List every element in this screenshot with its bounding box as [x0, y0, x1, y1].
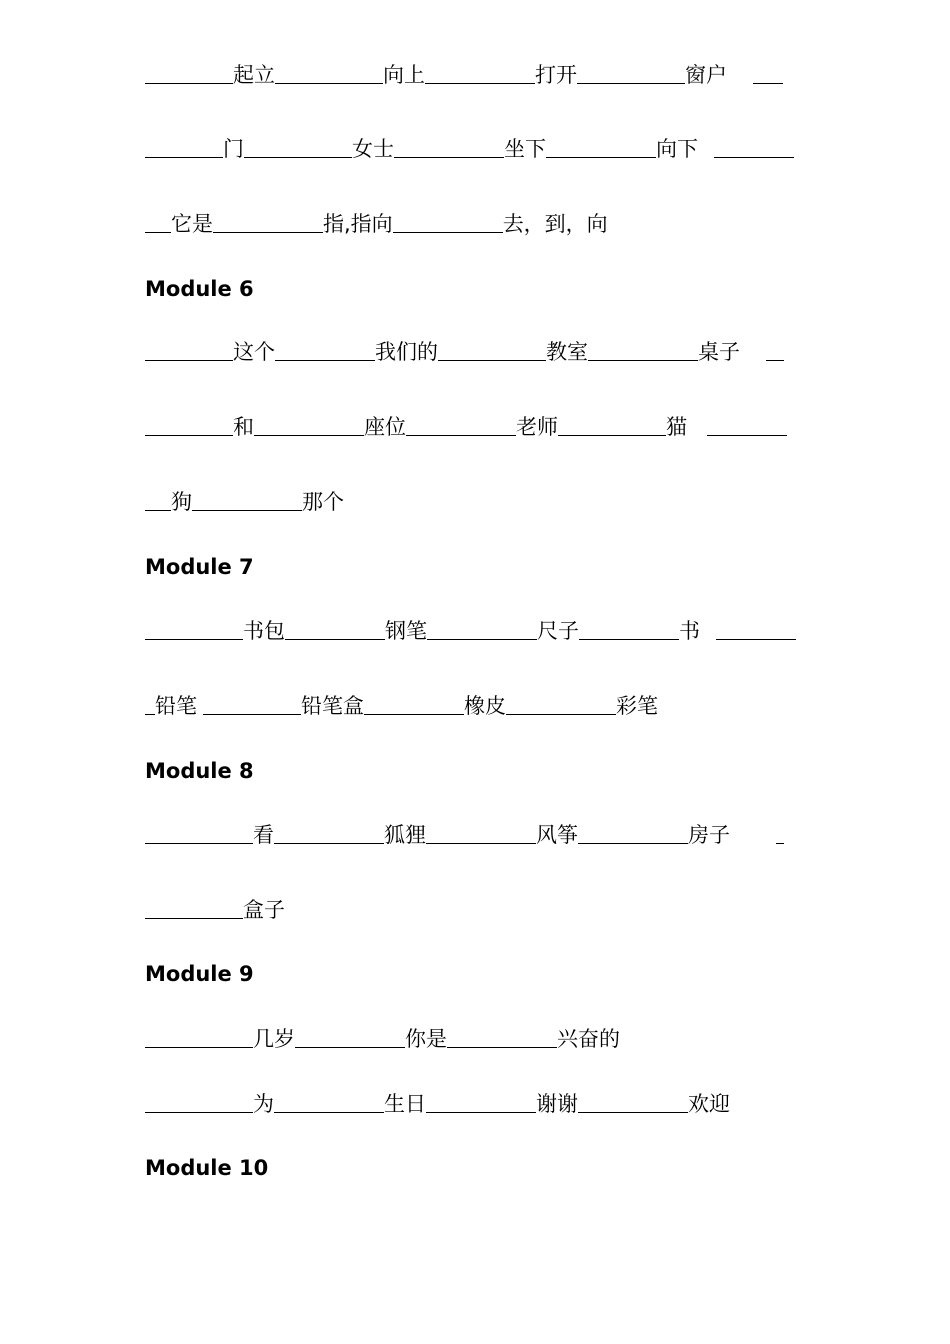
answer-blank[interactable]: [275, 61, 383, 84]
chinese-word: 铅笔盒: [301, 694, 364, 718]
answer-blank[interactable]: [192, 488, 302, 511]
answer-blank[interactable]: [203, 692, 301, 715]
answer-blank[interactable]: [447, 1025, 557, 1048]
chinese-word: 桌子: [698, 340, 740, 364]
chinese-word: 欢迎: [688, 1092, 730, 1116]
answer-blank[interactable]: [145, 413, 233, 436]
vocab-line: [145, 818, 784, 852]
chinese-word: 生日: [384, 1092, 426, 1116]
chinese-word: 几岁: [253, 1027, 295, 1051]
chinese-word: 房子: [688, 823, 730, 847]
chinese-word: 谢谢: [536, 1092, 578, 1116]
vocab-line: [145, 893, 285, 927]
answer-blank[interactable]: [426, 821, 536, 844]
chinese-word: 盒子: [243, 898, 285, 922]
vocab-line: [145, 1087, 730, 1121]
answer-blank[interactable]: [438, 338, 546, 361]
chinese-word: 为: [253, 1092, 274, 1116]
vocab-line: [145, 614, 796, 648]
answer-blank[interactable]: [558, 413, 666, 436]
answer-blank[interactable]: [766, 338, 784, 361]
answer-blank[interactable]: [546, 135, 656, 158]
chinese-word: 指,指向: [323, 212, 393, 236]
answer-blank[interactable]: [274, 821, 384, 844]
module-heading: Module 6: [145, 277, 254, 301]
module-heading: Module 9: [145, 962, 254, 986]
chinese-word: 我们的: [375, 340, 438, 364]
chinese-word: 铅笔: [155, 694, 197, 718]
answer-blank[interactable]: [295, 1025, 405, 1048]
answer-blank[interactable]: [213, 210, 323, 233]
chinese-word: 这个: [233, 340, 275, 364]
vocab-line: [145, 689, 658, 723]
chinese-word: 钢笔: [385, 619, 427, 643]
answer-blank[interactable]: [145, 617, 243, 640]
answer-blank[interactable]: [364, 692, 464, 715]
chinese-word: 和: [233, 415, 254, 439]
chinese-word: 兴奋的: [557, 1027, 620, 1051]
chinese-word: 书: [679, 619, 700, 643]
answer-blank[interactable]: [578, 821, 688, 844]
chinese-word: 看: [253, 823, 274, 847]
vocab-line: [145, 207, 608, 241]
answer-blank[interactable]: [145, 1025, 253, 1048]
answer-blank[interactable]: [145, 210, 171, 233]
answer-blank[interactable]: [394, 135, 504, 158]
vocab-line: [145, 132, 794, 166]
answer-blank[interactable]: [577, 61, 685, 84]
chinese-word: 橡皮: [464, 694, 506, 718]
answer-blank[interactable]: [579, 617, 679, 640]
chinese-word: 向上: [383, 63, 425, 87]
vocab-line: [145, 335, 784, 369]
answer-blank[interactable]: [425, 61, 535, 84]
chinese-word: 狗: [171, 490, 192, 514]
chinese-word: 窗户: [685, 63, 727, 87]
vocab-line: [145, 58, 783, 92]
answer-blank[interactable]: [753, 61, 783, 84]
chinese-word: 起立: [233, 63, 275, 87]
answer-blank[interactable]: [578, 1090, 688, 1113]
chinese-word: 女士: [352, 137, 394, 161]
vocab-line: [145, 1022, 620, 1056]
chinese-word: 它是: [171, 212, 213, 236]
chinese-word: 去，到，向: [502, 212, 608, 236]
answer-blank[interactable]: [427, 617, 537, 640]
answer-blank[interactable]: [716, 617, 796, 640]
answer-blank[interactable]: [145, 61, 233, 84]
answer-blank[interactable]: [393, 210, 503, 233]
answer-blank[interactable]: [145, 896, 243, 919]
answer-blank[interactable]: [275, 338, 375, 361]
vocab-line: [145, 410, 787, 444]
answer-blank[interactable]: [145, 692, 155, 715]
answer-blank[interactable]: [707, 413, 787, 436]
chinese-word: 风筝: [536, 823, 578, 847]
answer-blank[interactable]: [776, 821, 784, 844]
answer-blank[interactable]: [145, 135, 223, 158]
answer-blank[interactable]: [714, 135, 794, 158]
chinese-word: 打开: [535, 63, 577, 87]
answer-blank[interactable]: [145, 338, 233, 361]
answer-blank[interactable]: [285, 617, 385, 640]
answer-blank[interactable]: [506, 692, 616, 715]
chinese-word: 书包: [243, 619, 285, 643]
chinese-word: 座位: [364, 415, 406, 439]
answer-blank[interactable]: [406, 413, 516, 436]
answer-blank[interactable]: [254, 413, 364, 436]
module-heading: Module 7: [145, 555, 254, 579]
answer-blank[interactable]: [145, 488, 171, 511]
vocab-line: [145, 485, 344, 519]
chinese-word: 尺子: [537, 619, 579, 643]
module-heading: Module 10: [145, 1156, 269, 1180]
chinese-word: 门: [223, 137, 244, 161]
answer-blank[interactable]: [244, 135, 352, 158]
chinese-word: 坐下: [504, 137, 546, 161]
chinese-word: 彩笔: [616, 694, 658, 718]
chinese-word: 老师: [516, 415, 558, 439]
chinese-word: 你是: [405, 1027, 447, 1051]
chinese-word: 教室: [546, 340, 588, 364]
answer-blank[interactable]: [274, 1090, 384, 1113]
chinese-word: 向下: [656, 137, 698, 161]
chinese-word: 那个: [302, 490, 344, 514]
answer-blank[interactable]: [588, 338, 698, 361]
answer-blank[interactable]: [145, 1090, 253, 1113]
answer-blank[interactable]: [145, 821, 253, 844]
chinese-word: 猫: [666, 415, 687, 439]
chinese-word: 狐狸: [384, 823, 426, 847]
answer-blank[interactable]: [426, 1090, 536, 1113]
module-heading: Module 8: [145, 759, 254, 783]
